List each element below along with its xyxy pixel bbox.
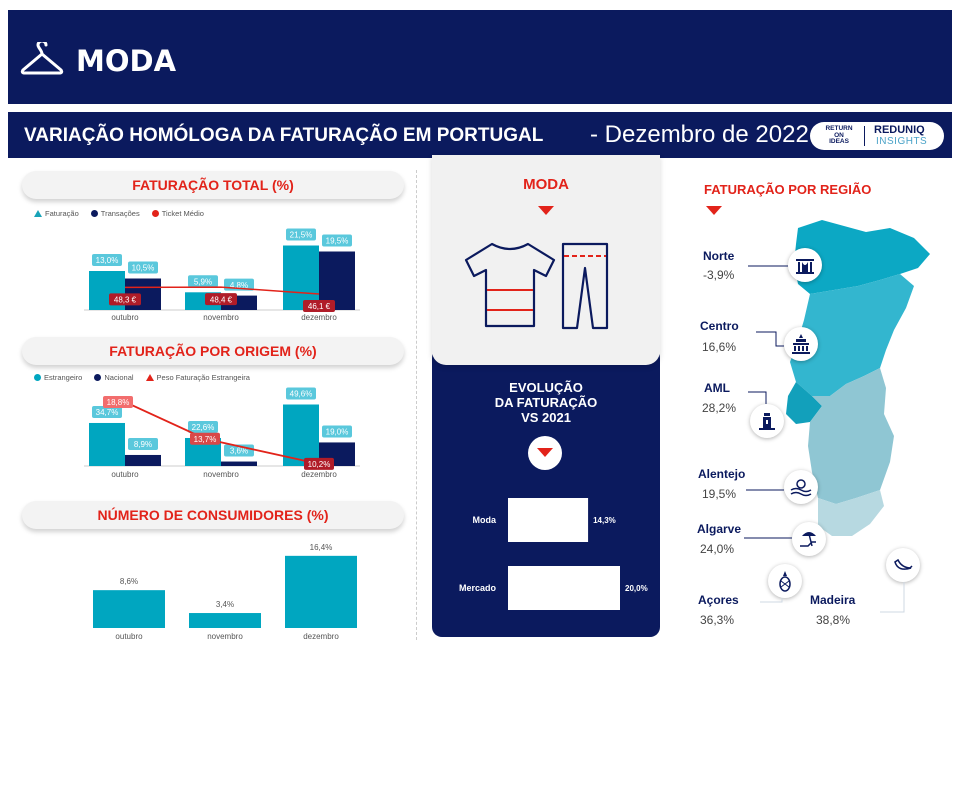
data-label-ticket-medio: 46,1 € [307,302,331,312]
page-title: MODA [76,44,177,78]
evolution-title: EVOLUÇÃO DA FATURAÇÃO VS 2021 [494,380,598,425]
data-label-faturacao: 5,9% [193,277,213,287]
data-label-consumidores: 8,6% [119,577,139,587]
data-label-ticket-medio: 48,4 € [209,295,233,305]
region-value-alentejo: 19,5% [702,487,737,501]
data-label-evolucao: 14,3% [593,516,616,525]
data-label-transacoes: 10,5% [131,263,155,273]
region-name-algarve: Algarve [697,522,742,536]
data-label-transacoes: 4,8% [229,280,249,290]
x-tick-label: outubro [111,313,139,322]
insights-logo: INSIGHTS [876,136,928,147]
data-label-faturacao: 21,5% [289,230,313,240]
data-label-consumidores: 16,4% [309,542,333,552]
region-name-acores: Açores [698,593,739,607]
data-label-evolucao: 20,0% [625,584,648,593]
chart-title-faturacao-origem: FATURAÇÃO POR ORIGEM (%) [109,343,317,359]
data-label-nacional: 3,6% [229,446,249,456]
data-label-peso-estrangeira: 13,7% [193,434,217,444]
legend-item: Faturação [34,209,79,218]
legend-item: Peso Faturação Estrangeira [146,373,250,382]
return-on-ideas-logo: RETURN ON IDEAS [825,125,853,145]
subheader-title: VARIAÇÃO HOMÓLOGA DA FATURAÇÃO EM PORTUGAL [24,125,544,146]
x-tick-label: novembro [207,632,243,641]
x-tick-label: dezembro [301,470,337,479]
x-tick-label: novembro [203,313,239,322]
data-label-estrangeiro: 34,7% [95,408,119,418]
region-value-aml: 28,2% [702,401,737,415]
data-label-ticket-medio: 48,3 € [113,295,137,305]
y-tick-label: Mercado [458,583,496,593]
legend-item: Estrangeiro [34,373,82,382]
x-tick-label: dezembro [303,632,339,641]
subheader-date: - Dezembro de 2022 [590,121,809,148]
region-name-centro: Centro [700,319,739,333]
data-label-consumidores: 3,4% [215,600,235,610]
data-label-nacional: 19,0% [325,427,349,437]
region-value-algarve: 24,0% [700,542,735,556]
data-label-estrangeiro: 22,6% [191,423,215,433]
data-label-transacoes: 19,5% [325,236,349,246]
region-panel-title: FATURAÇÃO POR REGIÃO [704,182,872,197]
data-label-nacional: 8,9% [133,440,153,450]
region-value-centro: 16,6% [702,340,737,354]
x-tick-label: dezembro [301,313,337,322]
region-name-norte: Norte [703,249,735,263]
category-title: MODA [523,176,569,193]
legend-item: Nacional [94,373,133,382]
y-tick-label: Moda [472,515,496,525]
reduniq-logo: REDUNIQ [874,124,925,136]
legend-item: Transações [91,209,140,218]
x-tick-label: outubro [115,632,143,641]
data-label-estrangeiro: 49,6% [289,389,313,399]
chart-title-faturacao-total: FATURAÇÃO TOTAL (%) [132,177,294,193]
region-value-acores: 36,3% [700,613,735,627]
chart-title-numero-consumidores: NÚMERO DE CONSUMIDORES (%) [97,507,329,523]
legend-item: Ticket Médio [152,209,204,218]
region-name-alentejo: Alentejo [698,467,746,481]
x-tick-label: novembro [203,470,239,479]
region-name-aml: AML [704,381,730,395]
region-value-madeira: 38,8% [816,613,851,627]
data-label-faturacao: 13,0% [95,256,119,266]
x-tick-label: outubro [111,470,139,479]
data-label-peso-estrangeira: 10,2% [307,460,331,470]
region-name-madeira: Madeira [810,593,856,607]
region-value-norte: -3,9% [703,268,735,282]
data-label-peso-estrangeira: 18,8% [106,398,130,408]
